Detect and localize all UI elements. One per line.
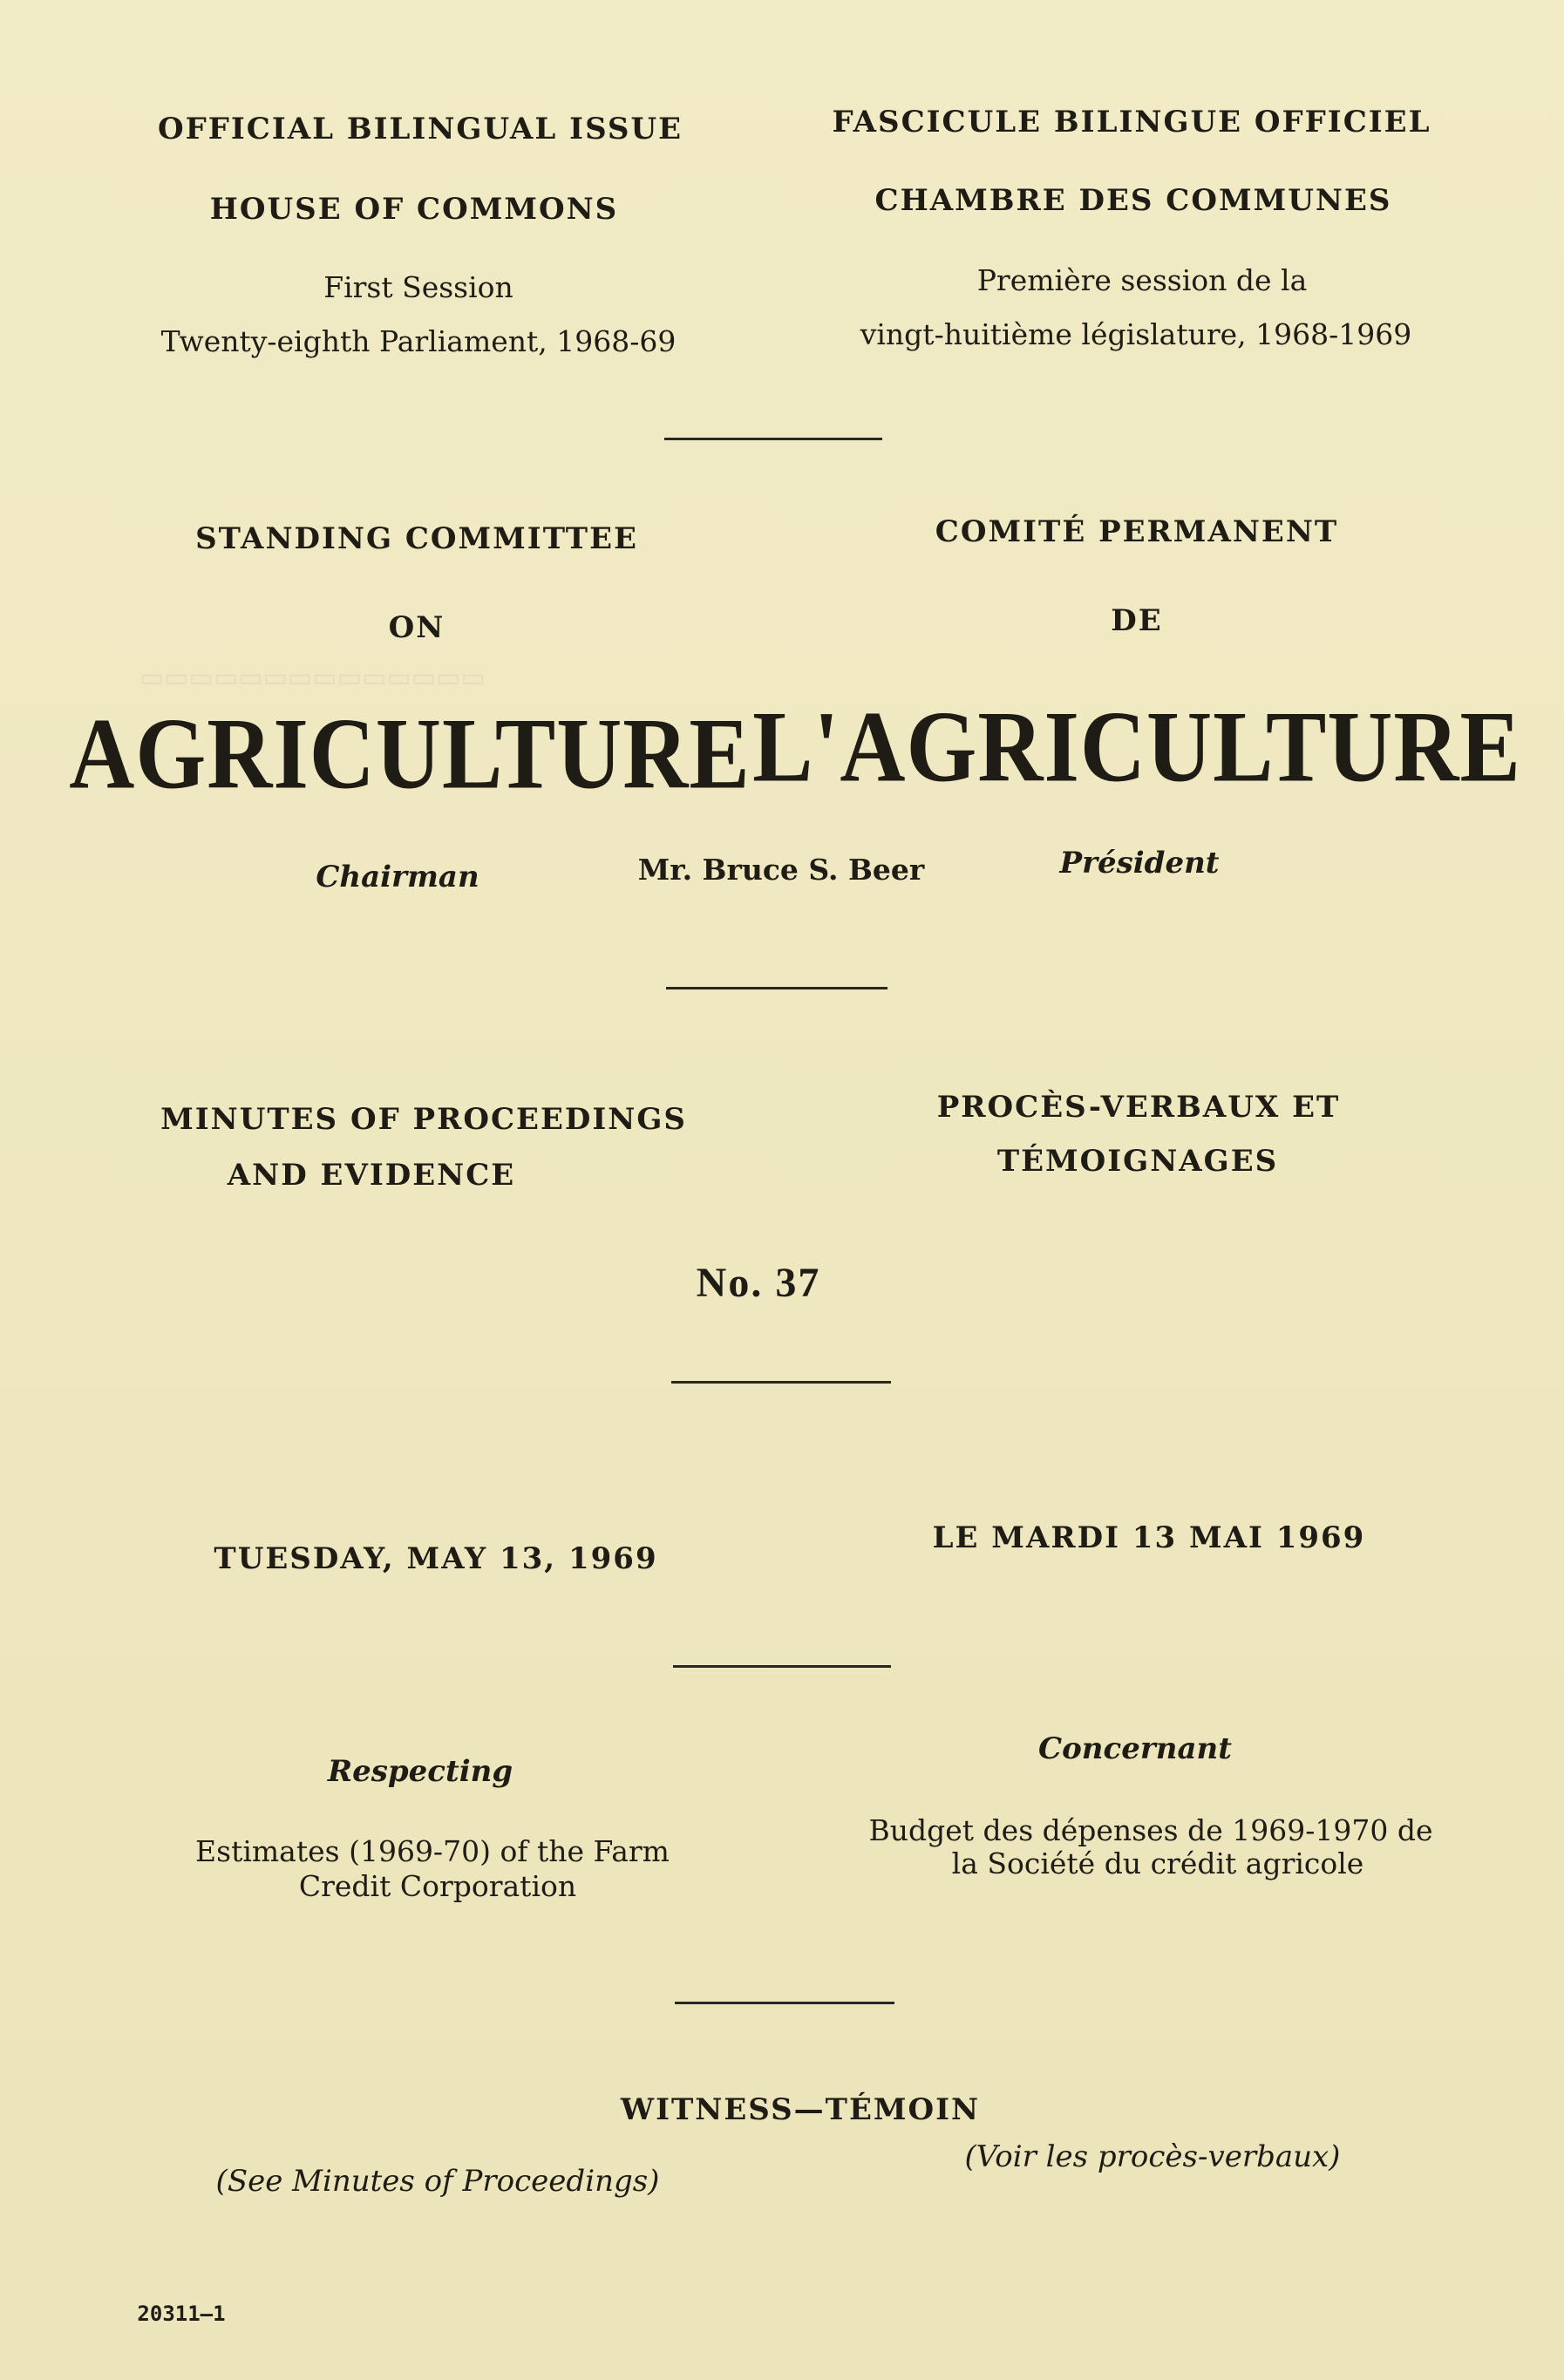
issue-number: No. 37 bbox=[696, 1260, 821, 1306]
minutes-left-line1: MINUTES OF PROCEEDINGS bbox=[160, 1102, 687, 1137]
chairman-label: Chairman bbox=[316, 860, 479, 894]
committee-right-line2: DE bbox=[1111, 603, 1163, 638]
respecting-label: Respecting bbox=[327, 1754, 513, 1789]
witness-heading: WITNESS—TÉMOIN bbox=[620, 2092, 981, 2127]
witness-note-right: (Voir les procès-verbaux) bbox=[964, 2139, 1341, 2174]
subject-right-line1: Budget des dépenses de 1969-1970 de bbox=[868, 1813, 1433, 1847]
concernant-label: Concernant bbox=[1038, 1731, 1232, 1766]
subject-left-line1: Estimates (1969-70) of the Farm bbox=[195, 1834, 670, 1868]
minutes-right-line1: PROCÈS-VERBAUX ET bbox=[936, 1090, 1341, 1125]
house-label-right: CHAMBRE DES COMMUNES bbox=[874, 183, 1392, 218]
divider-5 bbox=[675, 2002, 894, 2004]
witness-note-left: (See Minutes of Proceedings) bbox=[215, 2164, 660, 2199]
president-label: Président bbox=[1059, 846, 1220, 881]
divider-4 bbox=[673, 1665, 891, 1668]
print-code: 20311—1 bbox=[137, 2302, 226, 2326]
house-label-left: HOUSE OF COMMONS bbox=[209, 192, 619, 227]
issue-label-left: OFFICIAL BILINGUAL ISSUE bbox=[157, 112, 683, 146]
session-left: First Session bbox=[323, 270, 513, 304]
committee-left-line1: STANDING COMMITTEE bbox=[195, 521, 638, 556]
parliament-right: vingt-huitième législature, 1968-1969 bbox=[860, 317, 1412, 351]
divider-2 bbox=[666, 987, 887, 989]
minutes-left-line2: AND EVIDENCE bbox=[227, 1158, 516, 1193]
divider-1 bbox=[664, 438, 882, 440]
show-through-texture: ▭▭▭▭▭▭▭▭▭▭▭▭▭▭ bbox=[139, 663, 486, 693]
chairman-name: Mr. Bruce S. Beer bbox=[637, 853, 925, 887]
minutes-right-line2: TÉMOIGNAGES bbox=[996, 1144, 1279, 1179]
date-right: LE MARDI 13 MAI 1969 bbox=[932, 1520, 1366, 1555]
committee-left-line2: ON bbox=[388, 610, 445, 645]
subject-left-line2: Credit Corporation bbox=[298, 1869, 577, 1903]
issue-label-right: FASCICULE BILINGUE OFFICIEL bbox=[832, 105, 1431, 139]
title-agriculture-left: AGRICULTURE bbox=[69, 697, 751, 811]
committee-right-line1: COMITÉ PERMANENT bbox=[935, 514, 1339, 549]
parliament-left: Twenty-eighth Parliament, 1968-69 bbox=[160, 324, 677, 358]
subject-right-line2: la Société du crédit agricole bbox=[951, 1846, 1364, 1880]
divider-3 bbox=[671, 1381, 891, 1384]
title-agriculture-right: L'AGRICULTURE bbox=[752, 690, 1521, 804]
session-right: Première session de la bbox=[976, 263, 1308, 297]
date-left: TUESDAY, MAY 13, 1969 bbox=[214, 1541, 658, 1576]
